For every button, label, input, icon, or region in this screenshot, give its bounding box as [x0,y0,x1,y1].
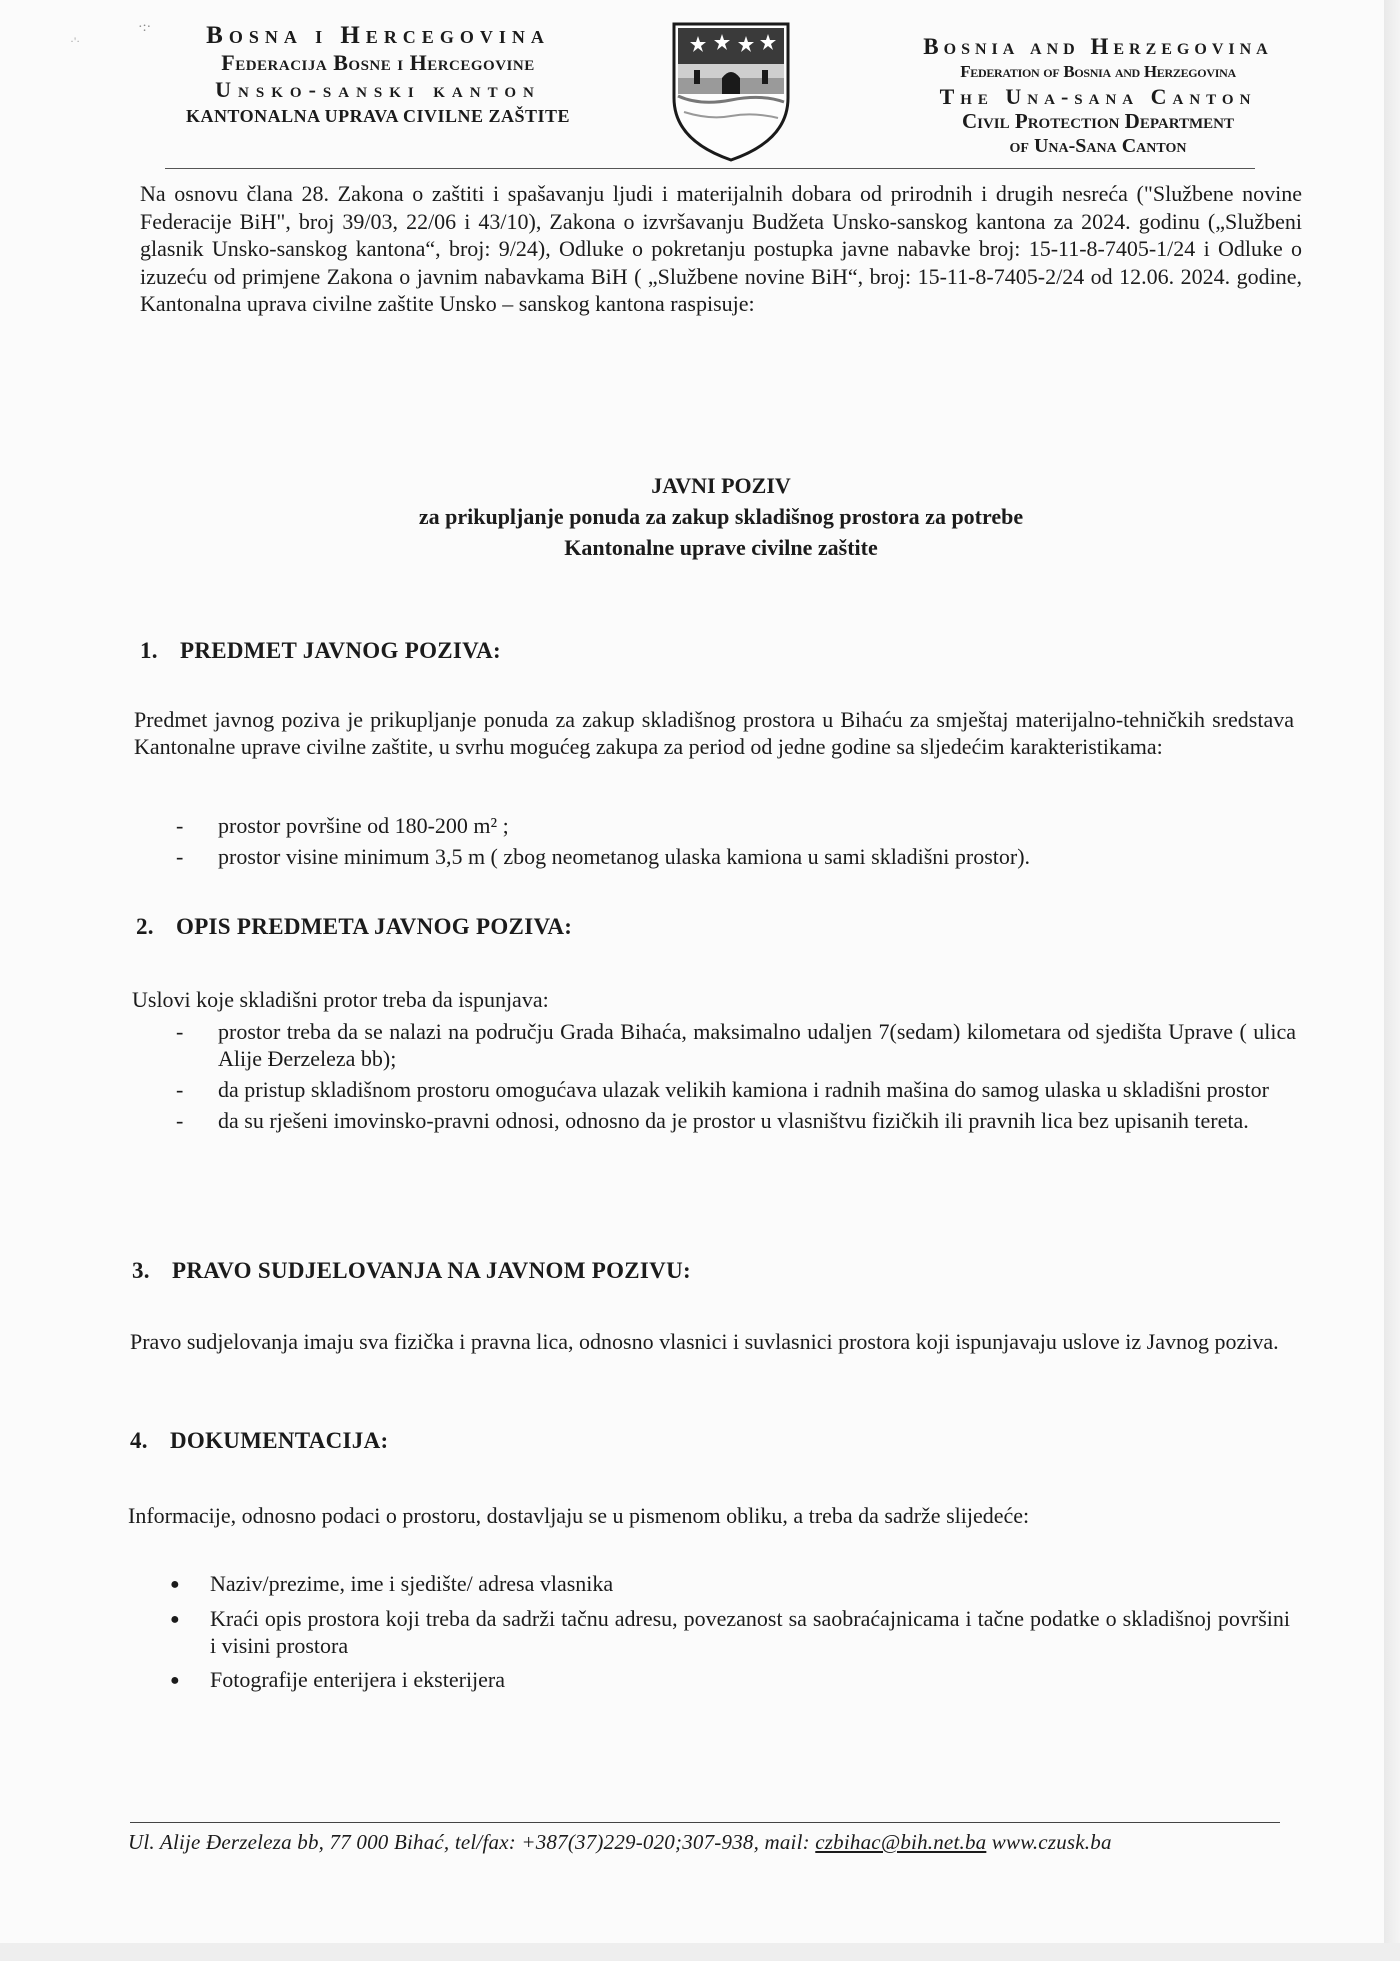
list-item: - da su rješeni imovinsko-pravni odnosi, odnosno da je prostor u vlasništvu fizičkih ili pravnih lica bez upisanih tereta. [176,1108,1249,1133]
page-edge [0,1943,1400,1961]
page-edge [1384,0,1400,1961]
header-left-federation: Federacija Bosne i Hercegovine [221,50,535,75]
list-item-text: Kraći opis prostora koji treba da sadrži tačnu adresu, povezanost sa saobraćajnicama i tačne podatke o skladišnoj površini i visini prostora [210,1606,1290,1658]
list-item-text: Fotografije enterijera i eksterijera [210,1667,506,1692]
coat-of-arms-icon [670,20,792,162]
section-1-list [176,812,1296,874]
list-item: - prostor visine minimum 3,5 m ( zbog neometanog ulaska kamiona u sami skladišni prostor). [176,844,1031,869]
list-item-text: da pristup skladišnom prostoru omogućava ulazak velikih kamiona i radnih mašina do samog ulaska u skladišni prostor [218,1077,1269,1102]
section-number: 4. [130,1428,148,1453]
footer-contact [128,1830,1288,1855]
header-right-canton: The Una-sana Canton [939,84,1257,109]
list-item [170,1605,1290,1659]
section-1-text: Predmet javnog poziva je prikupljanje ponuda za zakup skladišnog prostora u Bihaću za smještaj materijalno-tehničkih sredstava Kantonalne uprave civilne zaštite, u svrhu mogućeg zakupa za period od jedne godine sa sljedećim karakteristikama: [134,707,1294,759]
section-4-text: Informacije, odnosno podaci o prostoru, dostavljaju se u pismenom obliku, a treba da sadrže slijedeće: [128,1503,1030,1528]
header-left-canton: Unsko-sanski kanton [215,77,541,102]
header-right-country: Bosnia and Herzegovina [923,34,1273,59]
section-3-heading [132,1258,691,1284]
section-number: 1. [140,638,158,663]
section-title: DOKUMENTACIJA: [170,1428,389,1453]
title-line: Kantonalne uprave civilne zaštite [564,535,878,560]
scan-speck: ·:· [138,20,152,35]
header-right-department: Civil Protection Department [961,109,1235,133]
list-item: - prostor površine od 180-200 m² ; [176,813,509,838]
bullet-icon: ● [170,1672,180,1689]
section-number: 2. [136,914,154,939]
header-right-federation: Federation of Bosnia and Herzegovina [960,62,1236,81]
list-item [170,1666,1290,1694]
header-right [878,34,1318,159]
section-4-list [170,1570,1290,1701]
section-3-text: Pravo sudjelovanja imaju sva fizička i pravna lica, odnosno vlasnici i suvlasnici prostora koji ispunjavaju uslove iz Javnog poziva. [130,1329,1279,1354]
footer-email[interactable]: czbihac@bih.net.ba [815,1830,987,1854]
footer-address: Ul. Alije Đerzeleza bb, 77 000 Bihać, tel/fax: +387(37)229-020;307-938, mail: [128,1830,816,1854]
bullet-icon: ● [170,1611,180,1628]
list-item-text: prostor visine minimum 3,5 m ( zbog neometanog ulaska kamiona u sami skladišni prostor). [218,844,1031,869]
footer-website[interactable]: www.czusk.ba [986,1830,1112,1854]
list-item [170,1570,1290,1598]
section-title: PREDMET JAVNOG POZIVA: [180,638,501,663]
section-2-heading [136,914,572,940]
header-left-country: Bosna i Hercegovina [206,22,550,49]
section-number: 3. [132,1258,150,1283]
document-title [140,470,1302,563]
section-4-heading [130,1428,388,1454]
header-left [148,22,608,130]
header-left-department: KANTONALNA UPRAVA CIVILNE ZAŠTITE [185,106,571,126]
bullet-icon: ● [170,1576,180,1593]
intro-paragraph: Na osnovu člana 28. Zakona o zaštiti i spašavanju ljudi i materijalnih dobara od prirodnih i drugih nesreća ("Službene novine Federacije BiH", broj 39/03, 22/06 i 43/10), Zakona o izvršavanju Budžeta Unsko-sanskog kantona za 2024. godinu („Službeni glasnik Unsko-sanskog kantona“, broj: 9/24), Odluke o pokretanju postupka javne nabavke broj: 15-11-8-7405-1/24 i Odluke o izuzeću od primjene Zakona o javnim nabavkama BiH ( „Službene novine BiH“, broj: 15-11-8-7405-2/24 od 12.06. 2024. godine, Kantonalna uprava civilne zaštite Unsko – sanskog kantona raspisuje: [140,181,1302,316]
section-title: OPIS PREDMETA JAVNOG POZIVA: [176,914,573,939]
header-right-department-canton: of Una-Sana Canton [1009,135,1187,157]
scan-speck: ·'· [70,34,81,48]
title-line: JAVNI POZIV [651,473,791,498]
list-item-text: prostor površine od 180-200 m² ; [218,813,509,838]
section-1-heading [140,638,501,664]
section-title: PRAVO SUDJELOVANJA NA JAVNOM POZIVU: [172,1258,691,1283]
list-item: - da pristup skladišnom prostoru omogućava ulazak velikih kamiona i radnih mašina do samog ulaska u skladišni prostor [176,1077,1269,1102]
header-divider [165,168,1255,169]
title-line: za prikupljanje ponuda za zakup skladišnog prostora za potrebe [418,504,1024,529]
section-2-list [176,1018,1296,1138]
footer-divider [130,1822,1280,1823]
list-item-text: Naziv/prezime, ime i sjedište/ adresa vlasnika [210,1571,614,1596]
section-2-text: Uslovi koje skladišni protor treba da ispunjava: [132,987,549,1012]
list-item-text: da su rješeni imovinsko-pravni odnosi, odnosno da je prostor u vlasništvu fizičkih ili pravnih lica bez upisanih tereta. [218,1108,1249,1133]
list-item: - prostor treba da se nalazi na području Grada Bihaća, maksimalno udaljen 7(sedam) kilometara od sjedišta Uprave ( ulica Alije Đerzeleza bb); [176,1019,1296,1071]
list-item-text: prostor treba da se nalazi na području Grada Bihaća, maksimalno udaljen 7(sedam) kilometara od sjedišta Uprave ( ulica Alije Đerzeleza bb); [218,1019,1296,1071]
